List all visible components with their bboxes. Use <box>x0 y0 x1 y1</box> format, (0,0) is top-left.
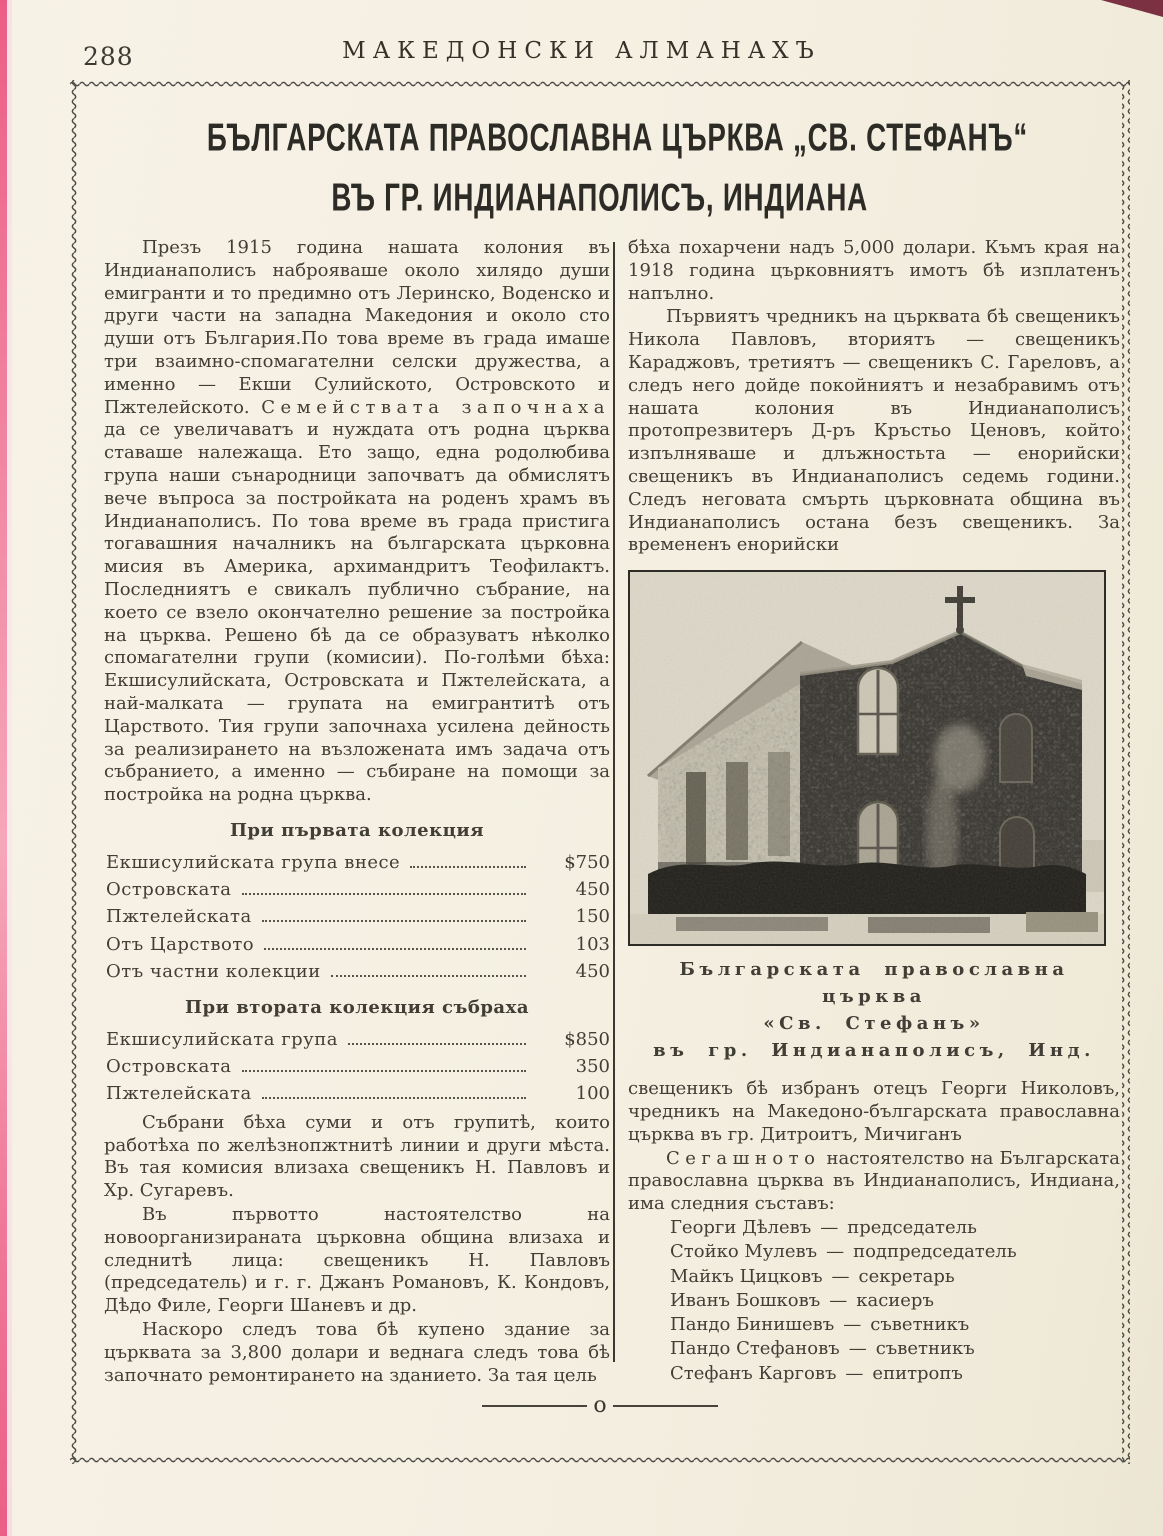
dash: — <box>831 1265 850 1287</box>
row-value: 350 <box>575 1055 610 1077</box>
row-label: Отъ Царството <box>106 933 255 955</box>
paragraph: свещеникъ бѣ избранъ отецъ Георги Николовъ, чредникъ на Македоно-българската православна църква въ гр. Дитроитъ, Мичиганъ <box>628 1078 1120 1145</box>
row-value: $750 <box>564 851 610 873</box>
article-title-line1: БЪЛГАРСКАТА ПРАВОСЛАВНА ЦЪРКВА „СВ. СТЕФАНЪ“ <box>206 116 1028 159</box>
row-label: Островската <box>106 1055 232 1077</box>
dotted-leader <box>410 866 526 868</box>
paragraph: Събрани бѣха суми и отъ групитѣ, които работѣха по желѣзнопжтнитѣ линии и други мѣста. Въ тая комисия влизаха свещеникъ Н. Павловъ и Хр. Сугаревъ. <box>104 1111 610 1202</box>
board-name: Стефанъ Карговъ <box>670 1362 837 1384</box>
collection-table-2 <box>104 997 610 1106</box>
row-label: Отъ частни колекции <box>106 960 321 982</box>
table-row <box>106 1029 610 1052</box>
photo-caption <box>628 956 1120 1064</box>
emphasized-spaced-text: Семействата започнаха <box>261 396 610 418</box>
table-row <box>106 879 610 902</box>
board-name: Георги Дѣлевъ <box>670 1216 812 1238</box>
board-role: епитропъ <box>872 1362 963 1384</box>
board-role: съветникъ <box>870 1314 970 1336</box>
table-row <box>106 961 610 984</box>
page-number: 288 <box>83 42 134 71</box>
board-row <box>670 1290 1120 1313</box>
paragraph: бѣха похарчени надъ 5,000 долари. Къмъ края на 1918 година църковниятъ имотъ бѣ изплатенъ напълно. <box>628 237 1120 304</box>
church-photo-art <box>630 572 1104 944</box>
paragraph: Наскоро следъ това бѣ купено здание за църквата за 3,800 долари и веднага следъ това бѣ започнато ремонтирането на зданието. За тая цель <box>104 1319 610 1386</box>
row-label: Екшисулийската група <box>106 1028 338 1050</box>
table-row <box>106 1083 610 1106</box>
paragraph <box>104 237 610 807</box>
board-role: председатель <box>847 1216 977 1238</box>
dotted-leader <box>262 920 526 922</box>
board-row <box>670 1266 1120 1289</box>
dash: — <box>848 1338 867 1360</box>
board-name: Стойко Мулевъ <box>670 1241 818 1263</box>
row-value: 150 <box>575 906 610 928</box>
row-value: 103 <box>575 933 610 955</box>
row-value: 450 <box>575 960 610 982</box>
left-column <box>104 237 610 1388</box>
church-photograph <box>628 570 1106 946</box>
board-role: секретарь <box>858 1265 955 1287</box>
caption-line: Българската православна църква <box>679 959 1069 1008</box>
table-heading: При втората колекция събраха <box>185 996 529 1018</box>
dash: — <box>845 1362 864 1384</box>
dotted-leader <box>242 1070 526 1072</box>
photo-grain <box>630 572 1104 944</box>
right-column <box>628 237 1120 1387</box>
board-name: Пандо Бинишевъ <box>670 1314 835 1336</box>
dotted-leader <box>242 893 526 895</box>
table-row <box>106 852 610 875</box>
row-value: $850 <box>564 1028 610 1050</box>
book-spine-shadow <box>7 0 12 1536</box>
book-spine-edge <box>0 0 7 1536</box>
caption-line: въ гр. Индианаполисъ, Инд. <box>653 1040 1095 1062</box>
board-row <box>670 1363 1120 1386</box>
divider-dash <box>613 1405 718 1407</box>
paragraph-text: Презъ 1915 година нашата колония въ Индианаполисъ наброяваше около хилядо души емигранти и то предимно отъ Леринско, Воденско и други части на западна Македония и около сто души отъ България.По това време въ града имаше три взаимно-спомагателни селски дружества, а именно — Екши Сулийското, Островското и Пжтелейското. <box>104 237 610 418</box>
paragraph: Въ първотто настоятелство на новоорганизираната църковна община влизаха и следнитѣ лица: свещеникъ Н. Павловъ (председатель) и г. г. Джанъ Романовъ, К. Кондовъ, Дѣдо Филе, Георги Шаневъ и др. <box>104 1204 610 1317</box>
dash: — <box>820 1216 839 1238</box>
divider-ornament: о <box>593 1393 607 1418</box>
article-title <box>70 112 1130 232</box>
collection-table-1 <box>104 820 610 984</box>
column-divider-rule <box>613 242 615 1362</box>
article-title-line2: ВЪ ГР. ИНДИАНАПОЛИСЪ, ИНДИАНА <box>331 176 869 219</box>
emphasized-spaced-text: Сегашното <box>666 1147 821 1169</box>
dotted-leader <box>264 948 526 950</box>
table-heading: При първата колекция <box>229 819 485 841</box>
caption-line: «Св. Стефанъ» <box>763 1013 985 1035</box>
paragraph <box>628 1148 1120 1216</box>
row-value: 100 <box>575 1083 610 1105</box>
row-label: Пжтелейската <box>106 1083 252 1105</box>
section-end-divider <box>70 1393 1130 1418</box>
table-row <box>106 906 610 929</box>
dash: — <box>829 1289 848 1311</box>
board-members-list <box>670 1217 1120 1386</box>
board-row <box>670 1217 1120 1240</box>
table-row <box>106 934 610 957</box>
board-row <box>670 1241 1120 1264</box>
dotted-leader <box>262 1097 526 1099</box>
paragraph: Първиятъ чредникъ на църквата бѣ свещеникъ Никола Павловъ, вториятъ — свещеникъ Караджовъ, третиятъ — свещеникъ С. Гареловъ, а следъ него дойде покойниятъ и незабравимъ отъ нашата колония въ Индианаполисъ протопрезвитеръ Д-ръ Кръстьо Ценовъ, който изпълняваше и длъжностьта — енорийски свещеникъ въ Индианаполисъ седемь години. Следъ неговата смърть църковната община въ Индианаполисъ остана безъ свещеникъ. За времененъ енорийски <box>628 306 1120 556</box>
cover-corner <box>1101 0 1163 17</box>
board-role: съветникъ <box>875 1338 975 1360</box>
dotted-leader <box>348 1043 526 1045</box>
dash: — <box>843 1314 862 1336</box>
board-name: Пандо Стефановъ <box>670 1338 840 1360</box>
board-role: подпредседатель <box>853 1241 1017 1263</box>
dash: — <box>826 1241 845 1263</box>
board-row <box>670 1314 1120 1337</box>
dotted-leader <box>331 975 526 977</box>
paragraph-text: настоятелство на Българската православна църква въ Индианаполисъ, Индиана, има следния съставъ: <box>628 1147 1120 1215</box>
row-label: Пжтелейската <box>106 906 252 928</box>
running-title: МАКЕДОНСКИ АЛМАНАХЪ <box>342 38 821 64</box>
board-name: Майкъ Цицковъ <box>670 1265 823 1287</box>
board-role: касиеръ <box>856 1289 934 1311</box>
row-label: Островската <box>106 879 232 901</box>
board-name: Иванъ Бошковъ <box>670 1289 821 1311</box>
divider-dash <box>482 1405 587 1407</box>
row-value: 450 <box>575 879 610 901</box>
board-row <box>670 1338 1120 1361</box>
paragraph-text: да се увеличаватъ и нуждата отъ родна църква ставаше належаща. Ето защо, една родолюбива група наши сънародници започватъ да обмислятъ вече въпроса за постройката на роденъ храмъ въ Индианаполисъ. По това време въ града пристига тогавашния началникъ на българската църковна мисия въ Америка, архимандритъ Теофилактъ. Последниятъ е свикалъ публично събрание, на което се взело окончателно решение за постройка на църква. Решено бѣ да се образуватъ нѣколко спомагателни групи (комисии). По-голѣми бѣха: Екшисулийската, Островската и Пжтелейската, а най-малката — групата на емигрантитѣ отъ Царството. Тия групи започнаха усилена дейность за реализирането на възложената имъ задача отъ събранието, а именно — събиране на помощи за постройка на родна църква. <box>104 419 610 806</box>
row-label: Екшисулийската група внесе <box>106 851 401 873</box>
table-row <box>106 1056 610 1079</box>
